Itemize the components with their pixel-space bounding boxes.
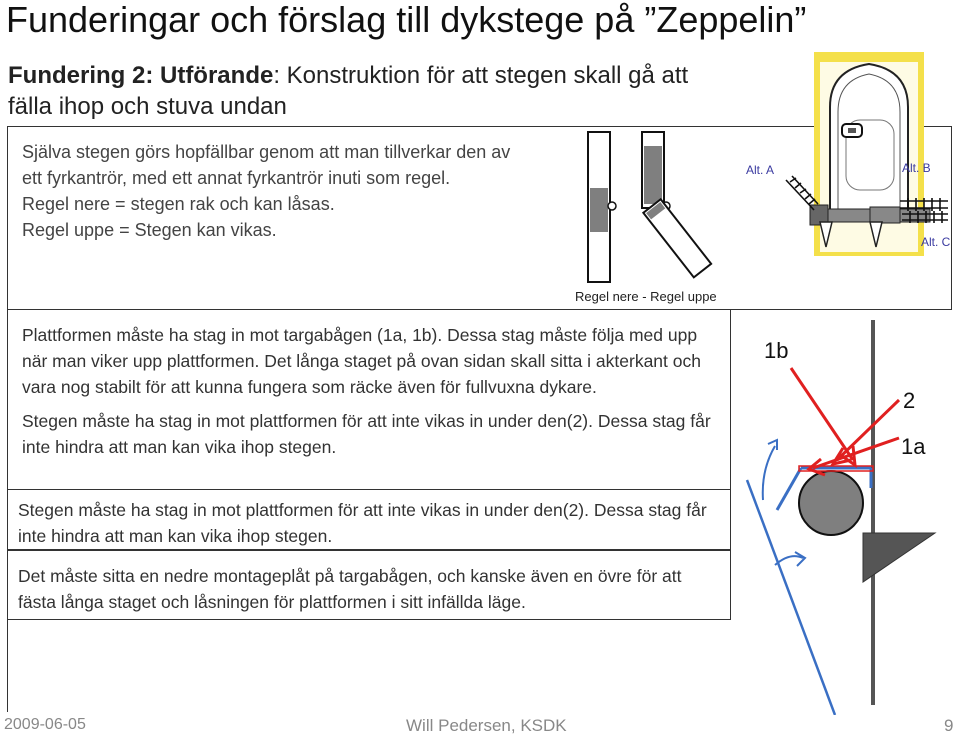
top-line-2: ett fyrkantrör, med ett annat fyrkantrör inuti som regel. (22, 168, 451, 188)
alt-b-label: Alt. B (902, 161, 931, 175)
left-border-line (7, 620, 8, 712)
middle-paragraph-1: Plattformen måste ha stag in mot targabågen (1a, 1b). Dessa stag måste följa med upp när man viker upp plattformen. Det långa staget på ovan sidan skall sitta i akterkant och vara nog stabilt för att kunna fungera som räcke även för fullvuxna dykare. (22, 325, 701, 397)
alt-a-label: Alt. A (746, 163, 775, 177)
bottom-box-1-text: Stegen måste ha stag in mot plattformen för att inte vikas in under den(2). Dessa stag får inte hindra att man kan vika ihop stegen. (18, 500, 707, 546)
top-line-4: Regel uppe = Stegen kan vikas. (22, 220, 277, 240)
subtitle-rest: : Konstruktion för att stegen skall gå att fälla ihop och stuva undan (8, 62, 689, 120)
alt-c-label: Alt. C (921, 235, 951, 249)
top-line-3: Regel nere = stegen rak och kan låsas. (22, 194, 335, 214)
footer-author: Will Pedersen, KSDK (406, 716, 567, 735)
bottom-box-2-text: Det måste sitta en nedre montageplåt på targabågen, och kanske även en övre för att fästa långa staget och låsningen för plattformen i sitt infällda läge. (18, 566, 682, 612)
footer-page-number: 9 (944, 716, 954, 735)
ladder-caption: Regel nere - Regel uppe (575, 289, 717, 304)
subtitle (8, 60, 728, 122)
boat-top-view-illustration (780, 52, 950, 257)
slide-title: Funderingar och förslag till dykstege på ”Zeppelin” (6, 0, 807, 40)
platform-strut-diagram (735, 320, 957, 715)
subtitle-bold: Fundering 2: Utförande (8, 62, 274, 89)
top-line-1: Själva stegen görs hopfällbar genom att man tillverkar den av (22, 142, 511, 162)
footer-date: 2009-06-05 (4, 716, 86, 733)
label-1a: 1a (901, 434, 926, 459)
label-1b: 1b (764, 338, 789, 363)
folding-ladder-illustration (580, 128, 730, 288)
middle-box-text (22, 322, 712, 460)
label-2: 2 (903, 388, 916, 413)
top-box-text (22, 139, 567, 243)
middle-paragraph-2: Stegen måste ha stag in mot plattformen för att inte vikas in under den(2). Dessa stag får inte hindra att man kan vika ihop stegen. (22, 411, 711, 457)
